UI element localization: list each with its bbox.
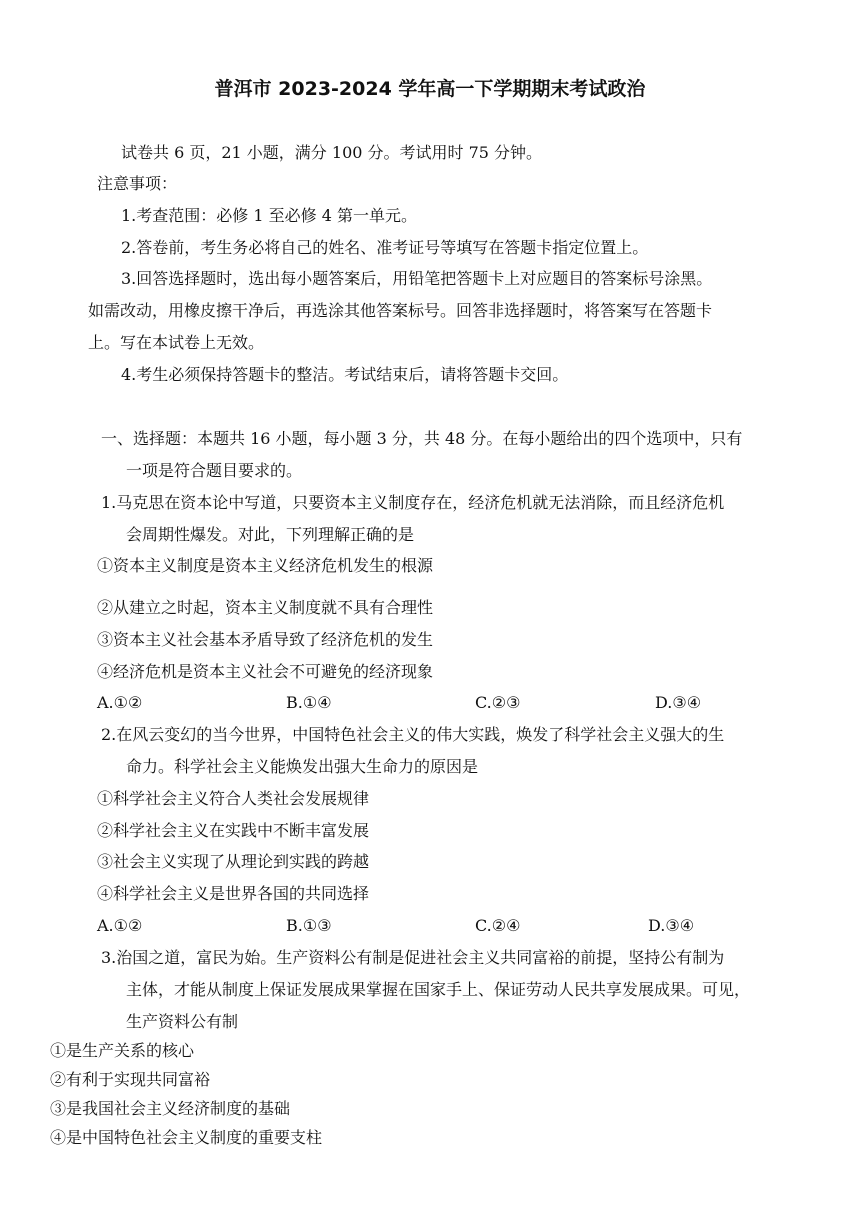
question-3-stem: 3.治国之道，富民为始。生产资料公有制是促进社会主义共同富裕的前提，坚持公有制为: [101, 948, 725, 967]
question-2-option-c: C.②④: [475, 916, 521, 935]
question-2-statement-2: ②科学社会主义在实践中不断丰富发展: [97, 821, 370, 840]
notice-item-3-cont: 如需改动，用橡皮擦干净后，再选涂其他答案标号。回答非选择题时，将答案写在答题卡: [88, 301, 713, 320]
question-1-option-d: D.③④: [655, 693, 702, 712]
question-1-statement-3: ③资本主义社会基本矛盾导致了经济危机的发生: [97, 630, 434, 649]
question-1-option-c: C.②③: [475, 693, 521, 712]
notice-item-1: 1.考查范围：必修 1 至必修 4 第一单元。: [121, 206, 417, 225]
notice-item-3: 3.回答选择题时，选出每小题答案后，用铅笔把答题卡上对应题目的答案标号涂黑。: [121, 269, 713, 288]
question-1-statement-1: ①资本主义制度是资本主义经济危机发生的根源: [97, 556, 434, 575]
question-1-stem: 1.马克思在资本论中写道，只要资本主义制度存在，经济危机就无法消除，而且经济危机: [101, 493, 725, 512]
question-1-statement-2: ②从建立之时起，资本主义制度就不具有合理性: [97, 598, 434, 617]
question-3-statement-1: ①是生产关系的核心: [50, 1041, 195, 1060]
question-1-option-b: B.①④: [286, 693, 332, 712]
question-2-stem: 2.在风云变幻的当今世界，中国特色社会主义的伟大实践，焕发了科学社会主义强大的生: [101, 725, 725, 744]
question-2-statement-3: ③社会主义实现了从理论到实践的跨越: [97, 852, 370, 871]
question-2-statement-1: ①科学社会主义符合人类社会发展规律: [97, 789, 370, 808]
notice-item-2: 2.答卷前，考生务必将自己的姓名、准考证号等填写在答题卡指定位置上。: [121, 238, 649, 257]
question-1-statement-4: ④经济危机是资本主义社会不可避免的经济现象: [97, 662, 434, 681]
question-3-stem-cont: 主体，才能从制度上保证发展成果掌握在国家手上、保证劳动人民共享发展成果。可见，: [126, 980, 751, 999]
question-3-statement-4: ④是中国特色社会主义制度的重要支柱: [50, 1128, 323, 1147]
question-2-statement-4: ④科学社会主义是世界各国的共同选择: [97, 884, 370, 903]
question-2-option-d: D.③④: [648, 916, 695, 935]
notice-item-4: 4.考生必须保持答题卡的整洁。考试结束后，请将答题卡交回。: [121, 365, 569, 384]
question-1-option-a: A.①②: [97, 693, 143, 712]
notice-heading: 注意事项：: [97, 174, 178, 193]
question-2-option-b: B.①③: [286, 916, 332, 935]
section-heading: 一、选择题：本题共 16 小题，每小题 3 分，共 48 分。在每小题给出的四个选项中，只有: [101, 429, 743, 448]
question-3-statement-3: ③是我国社会主义经济制度的基础: [50, 1099, 291, 1118]
question-3-stem-cont2: 生产资料公有制: [126, 1012, 239, 1031]
notice-item-3-cont2: 上。写在本试卷上无效。: [88, 333, 265, 352]
page-title: 普洱市 2023-2024 学年高一下学期期末考试政治: [214, 78, 646, 100]
question-2-option-a: A.①②: [97, 916, 143, 935]
exam-intro: 试卷共 6 页，21 小题，满分 100 分。考试用时 75 分钟。: [121, 143, 543, 162]
question-1-stem-cont: 会周期性爆发。对此，下列理解正确的是: [126, 525, 415, 544]
section-heading-cont: 一项是符合题目要求的。: [126, 461, 303, 480]
question-3-statement-2: ②有利于实现共同富裕: [50, 1070, 211, 1089]
question-2-stem-cont: 命力。科学社会主义能焕发出强大生命力的原因是: [126, 757, 479, 776]
